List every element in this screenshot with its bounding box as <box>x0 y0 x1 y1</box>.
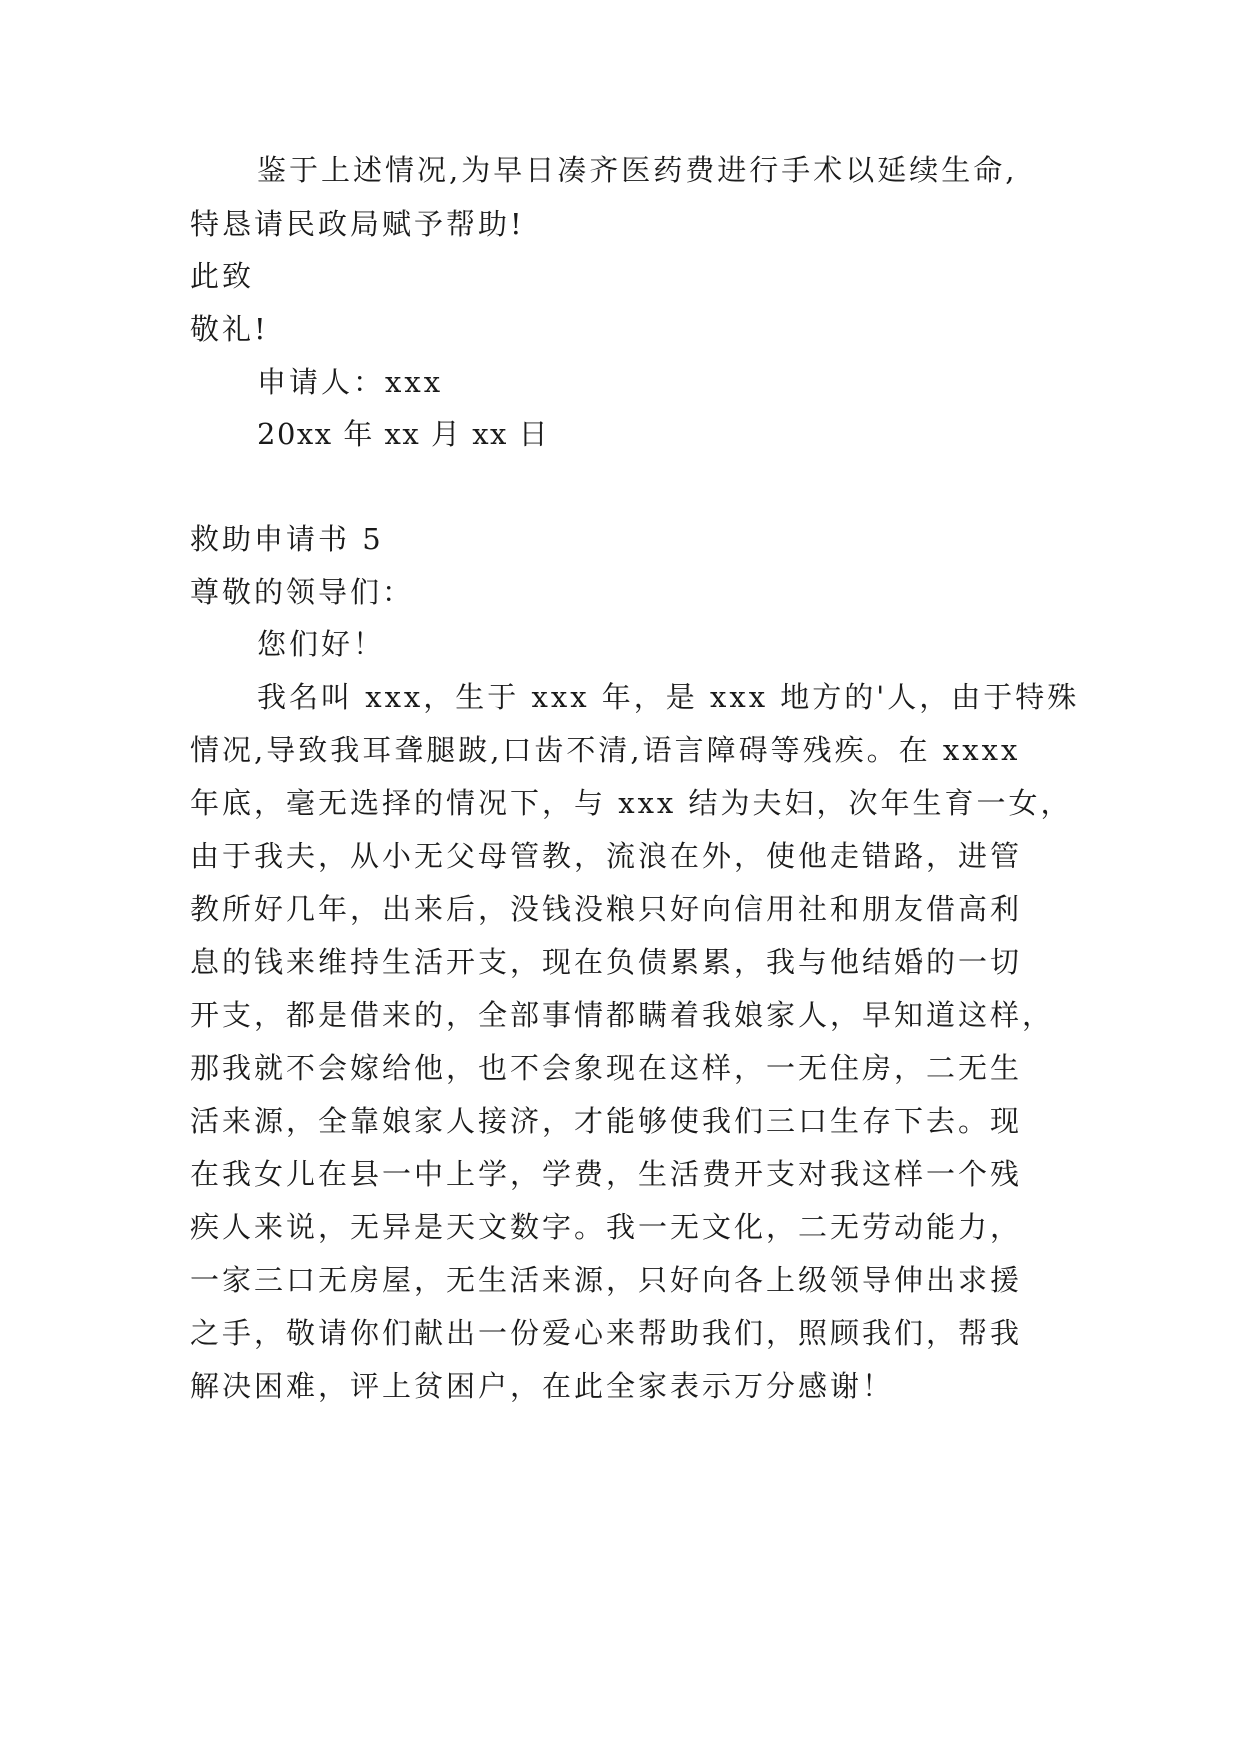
body-line: 疾人来说，无异是天文数字。我一无文化，二无劳动能力， <box>190 1210 1023 1244</box>
salutation: 尊敬的领导们： <box>190 575 415 609</box>
closing-line: 此致 <box>190 259 255 293</box>
applicant-line: 申请人：xxx <box>257 365 444 399</box>
body-line: 情况,导致我耳聋腿跛,口齿不清,语言障碍等残疾。在 xxxx <box>190 733 1021 767</box>
date-line: 20xx 年 xx 月 xx 日 <box>257 417 550 451</box>
body-line: 之手，敬请你们献出一份爱心来帮助我们，照顾我们，帮我 <box>190 1316 1023 1350</box>
body-line: 那我就不会嫁给他，也不会象现在这样，一无住房，二无生 <box>190 1051 1023 1085</box>
body-line: 息的钱来维持生活开支，现在负债累累，我与他结婚的一切 <box>190 945 1023 979</box>
greeting: 您们好！ <box>257 627 386 661</box>
body-line: 我名叫 xxx，生于 xxx 年，是 xxx 地方的'人，由于特殊 <box>257 680 1080 714</box>
body-line: 开支，都是借来的，全部事情都瞒着我娘家人，早知道这样， <box>190 998 1055 1032</box>
body-line: 活来源，全靠娘家人接济，才能够使我们三口生存下去。现 <box>190 1104 1023 1138</box>
body-line: 年底，毫无选择的情况下，与 xxx 结为夫妇，次年生育一女， <box>190 786 1073 820</box>
body-line: 在我女儿在县一中上学，学费，生活费开支对我这样一个残 <box>190 1157 1023 1191</box>
closing-line: 敬礼! <box>190 312 269 346</box>
paragraph-line: 鉴于上述情况,为早日凑齐医药费进行手术以延续生命, <box>257 153 1018 187</box>
letter-title: 救助申请书 5 <box>190 522 384 556</box>
body-line: 一家三口无房屋，无生活来源，只好向各上级领导伸出求援 <box>190 1263 1023 1297</box>
body-line: 由于我夫，从小无父母管教，流浪在外，使他走错路，进管 <box>190 839 1023 873</box>
body-line: 解决困难，评上贫困户，在此全家表示万分感谢！ <box>190 1369 895 1403</box>
paragraph-line: 特恳请民政局赋予帮助! <box>190 207 525 241</box>
body-line: 教所好几年，出来后，没钱没粮只好向信用社和朋友借高利 <box>190 892 1023 926</box>
